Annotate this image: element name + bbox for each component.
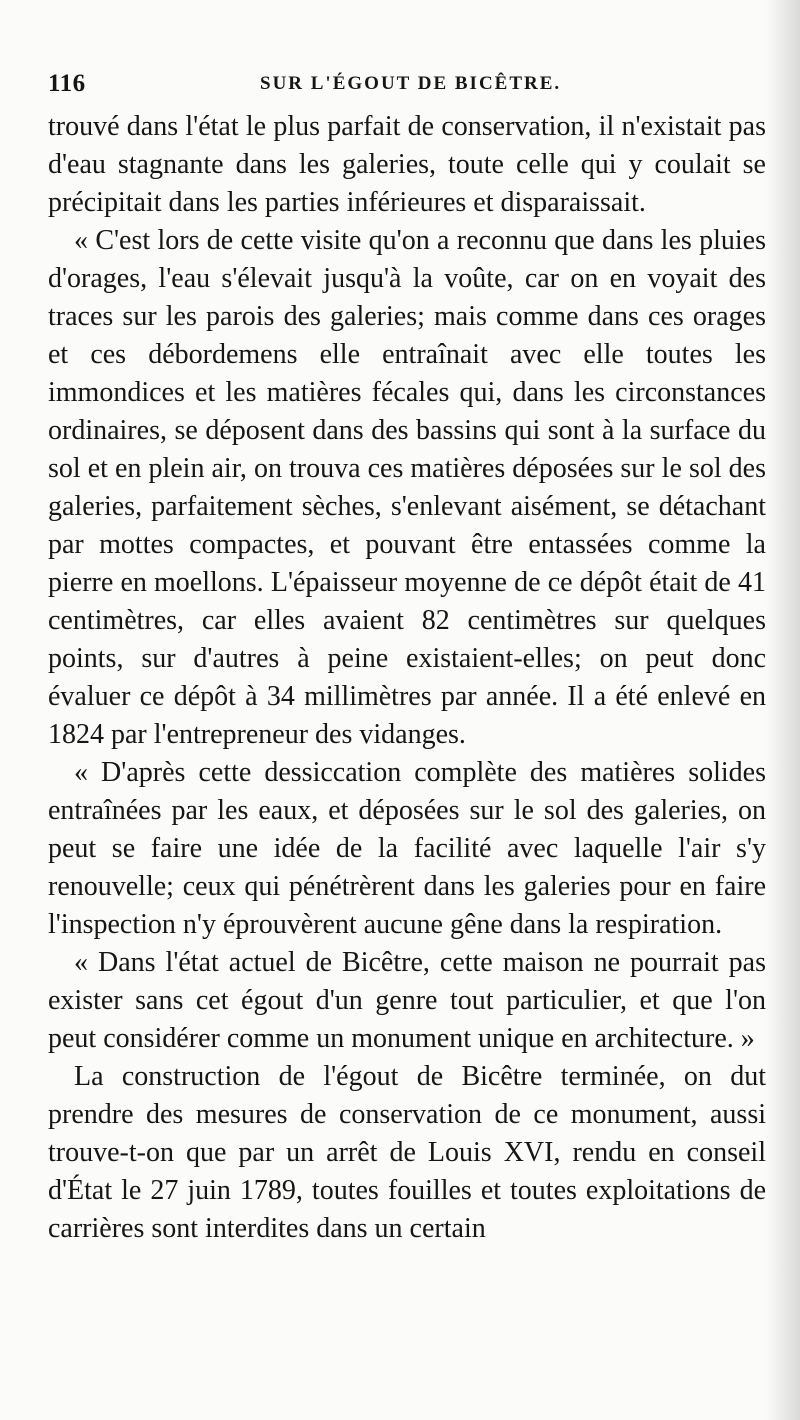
paragraph-quote-dessiccation: « D'après cette dessiccation complète des matières solides entraînées par les eaux, et déposées sur le sol des galeries, on peut se faire une idée de la facilité avec laquelle l'air s'y renouvelle; ceux qui pénétrèrent dans les galeries pour en faire l'inspection n'y éprouvèrent aucune gêne dans la respiration. <box>48 757 766 940</box>
paragraph-continued: trouvé dans l'état le plus parfait de conservation, il n'existait pas d'eau stagnante dans les galeries, toute celle qui y coulait se précipitait dans les parties inférieures et disparaissait. <box>48 111 766 218</box>
paragraph-construction: La construction de l'égout de Bicêtre terminée, on dut prendre des mesures de conservation de ce monument, aussi trouve-t-on que par un arrêt de Louis XVI, rendu en conseil d'État le 27 juin 1789, toutes fouilles et toutes exploitations de carrières sont interdites dans un certain <box>48 1061 766 1244</box>
paragraph-quote-visit: « C'est lors de cette visite qu'on a reconnu que dans les pluies d'orages, l'eau s'élevait jusqu'à la voûte, car on en voyait des traces sur les parois des galeries; mais comme dans ces orages et ces débordemens elle entraînait avec elle toutes les immondices et les matières fécales qui, dans les circonstances ordinaires, se déposent dans des bassins qui sont à la surface du sol et en plein air, on trouva ces matières déposées sur le sol des galeries, parfaitement sèches, s'enlevant aisément, se détachant par mottes compactes, et pouvant être entassées comme la pierre en moellons. L'épaisseur moyenne de ce dépôt était de 41 centimètres, car elles avaient 82 centimètres sur quelques points, sur d'autres à peine existaient-elles; on peut donc évaluer ce dépôt à 34 millimètres par année. Il a été enlevé en 1824 par l'entrepreneur des vidanges. <box>48 225 766 750</box>
body-text <box>48 108 766 1248</box>
page-number: 116 <box>48 70 86 97</box>
page-header <box>48 58 768 108</box>
running-title: SUR L'ÉGOUT DE BICÊTRE. <box>260 73 562 94</box>
paragraph-quote-current-state: « Dans l'état actuel de Bicêtre, cette maison ne pourrait pas exister sans cet égout d'un genre tout particulier, et que l'on peut considérer comme un monument unique en architecture. » <box>48 947 766 1054</box>
